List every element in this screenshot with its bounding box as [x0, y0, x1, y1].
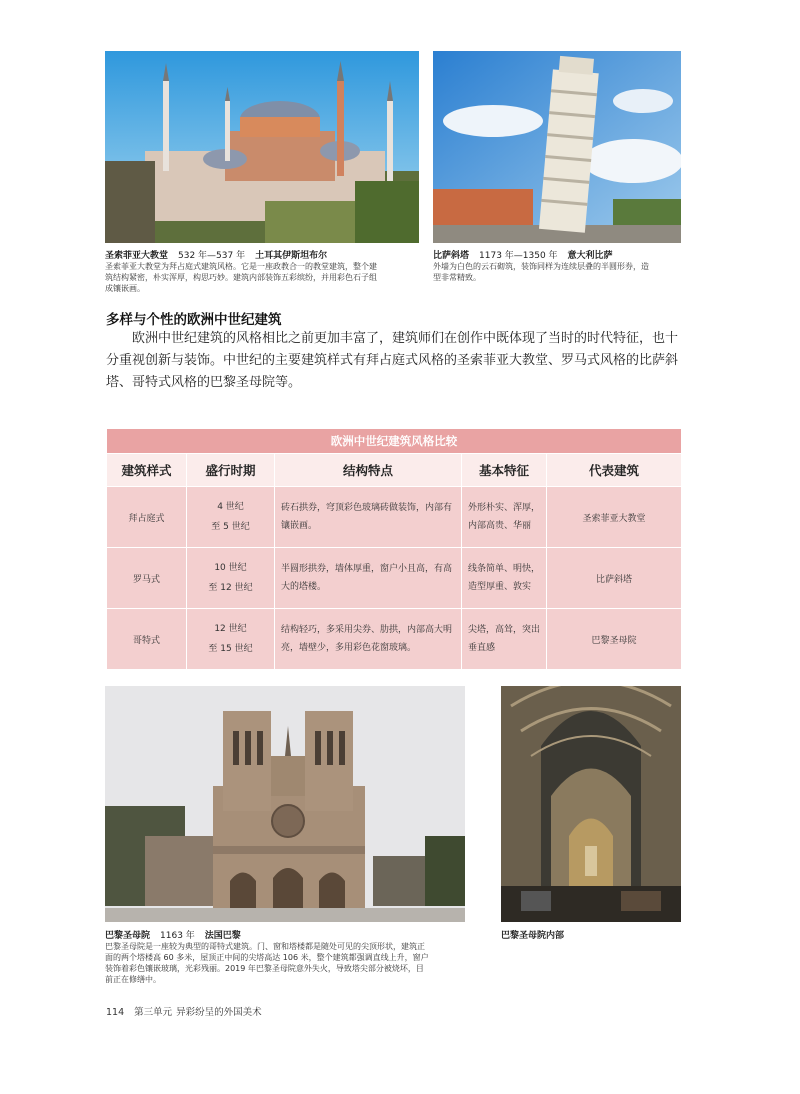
cell-feature: 尖塔，高耸，突出垂直感	[462, 609, 547, 670]
header-example: 代表建筑	[547, 454, 682, 487]
unit-title: 异彩纷呈的外国美术	[176, 1007, 262, 1018]
hagia-sophia-place: 土耳其伊斯坦布尔	[255, 251, 328, 261]
unit-label: 第三单元	[134, 1007, 173, 1018]
header-feature: 基本特征	[462, 454, 547, 487]
notre-dame-description: 巴黎圣母院是一座较为典型的哥特式建筑。门、窗和塔楼都是随处可见的尖顶形状，建筑正 面的两个塔楼高 60 多米，屋顶正中间的尖塔高达 106 米，整个建筑都强调直线上升，窗户 装饰着彩色镶嵌玻璃，光彩残丽。2019 年巴黎圣母院意外失火，导致塔尖部分被烧坏，目 前正在修缮中。	[105, 942, 429, 984]
section-title: 多样与个性的欧洲中世纪建筑	[106, 312, 282, 328]
style-comparison-table	[106, 428, 682, 670]
notre-dame-interior-caption: 巴黎圣母院内部	[501, 931, 565, 941]
hagia-sophia-description: 圣索菲亚大教堂为拜占庭式建筑风格。它是一座政教合一的教堂建筑，整个建 筑结构紧密，朴实浑厚，构思巧妙。建筑内部装饰五彩缤纷，并用彩色石子组 成镶嵌画。	[105, 262, 377, 293]
cell-style: 哥特式	[107, 609, 187, 670]
pisa-description: 外墙为白色的云石砌筑，装饰同样为连续层叠的半圆形券，造 型非常精致。	[433, 262, 649, 282]
notre-dame-caption	[105, 928, 477, 985]
cell-structure: 砖石拱券，穹顶彩色玻璃砖做装饰，内部有镶嵌画。	[275, 487, 462, 548]
cell-feature: 线条简单、明快，造型厚重、敦实	[462, 548, 547, 609]
hagia-sophia-date: 532 年—537 年	[178, 251, 246, 261]
header-period: 盛行时期	[187, 454, 275, 487]
table-header-row	[107, 454, 682, 487]
page-number: 114	[106, 1007, 125, 1018]
cell-feature: 外形朴实、浑厚，内部高贵、华丽	[462, 487, 547, 548]
table-row	[107, 487, 682, 548]
cell-structure: 结构轻巧，多采用尖券、肋拱，内部高大明亮，墙壁少，多用彩色花窗玻璃。	[275, 609, 462, 670]
cell-period: 10 世纪 至 12 世纪	[187, 548, 275, 609]
pisa-caption	[433, 248, 683, 283]
header-structure: 结构特点	[275, 454, 462, 487]
pisa-name: 比萨斜塔	[433, 251, 470, 261]
hagia-sophia-caption	[105, 248, 421, 294]
cell-example: 圣索菲亚大教堂	[547, 487, 682, 548]
hagia-sophia-name: 圣索菲亚大教堂	[105, 251, 169, 261]
hagia-sophia-photo	[105, 51, 419, 243]
notre-dame-interior-photo	[501, 686, 681, 922]
cell-period: 4 世纪 至 5 世纪	[187, 487, 275, 548]
notre-dame-date: 1163 年	[160, 931, 195, 941]
notre-dame-place: 法国巴黎	[204, 931, 241, 941]
cell-period: 12 世纪 至 15 世纪	[187, 609, 275, 670]
notre-dame-name: 巴黎圣母院	[105, 931, 151, 941]
table-row	[107, 548, 682, 609]
table-title: 欧洲中世纪建筑风格比较	[107, 429, 682, 454]
section-paragraph: 欧洲中世纪建筑的风格相比之前更加丰富了，建筑师们在创作中既体现了当时的时代特征，也十分重视创新与装饰。中世纪的主要建筑样式有拜占庭式风格的圣索菲亚大教堂、罗马式风格的比萨斜塔、哥特式风格的巴黎圣母院等。	[106, 331, 679, 390]
pisa-place: 意大利比萨	[567, 251, 613, 261]
notre-dame-photo	[105, 686, 465, 922]
header-style: 建筑样式	[107, 454, 187, 487]
pisa-date: 1173 年—1350 年	[479, 251, 558, 261]
cell-example: 巴黎圣母院	[547, 609, 682, 670]
cell-style: 罗马式	[107, 548, 187, 609]
pisa-tower-photo	[433, 51, 681, 243]
cell-structure: 半圆形拱券，墙体厚重，窗户小且高，有高大的塔楼。	[275, 548, 462, 609]
page-footer	[106, 1004, 262, 1018]
table-row	[107, 609, 682, 670]
cell-style: 拜占庭式	[107, 487, 187, 548]
cell-example: 比萨斜塔	[547, 548, 682, 609]
